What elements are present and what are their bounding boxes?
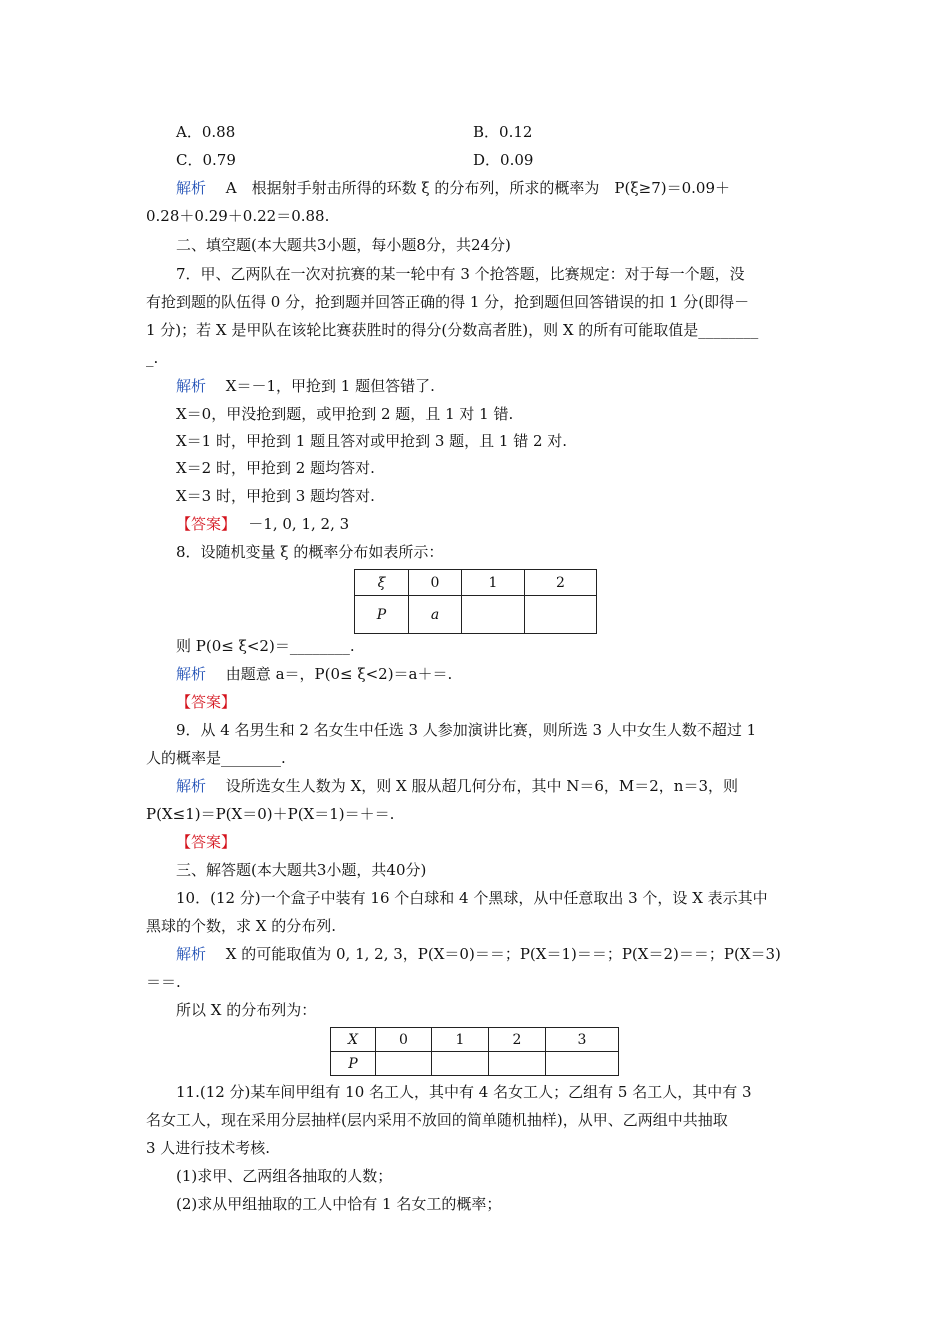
q7-analysis-3: X＝1 时，甲抢到 1 题且答对或甲抢到 3 题，且 1 错 2 对.: [176, 432, 568, 450]
table-cell: 2: [525, 570, 597, 596]
option-b: B．0.12: [473, 123, 533, 141]
q6-analysis-line2: 0.28＋0.29＋0.22＝0.88.: [146, 207, 330, 225]
analysis-label: 解析: [176, 179, 207, 197]
q9-analysis-text: 设所选女生人数为 X，则 X 服从超几何分布，其中 N＝6，M＝2，n＝3，则: [225, 777, 739, 795]
analysis-label: 解析: [176, 665, 207, 683]
option-c: C．0.79: [176, 151, 236, 169]
q10-analysis-3: 所以 X 的分布列为：: [176, 1001, 317, 1019]
answer-label: 【答案】: [176, 515, 229, 533]
q6-analysis: [176, 178, 730, 198]
table-cell: 1: [432, 1028, 489, 1052]
q8-distribution-table: [354, 569, 597, 634]
table-cell: P: [355, 596, 409, 634]
table-cell: 0: [376, 1028, 432, 1052]
q9-line1: 9．从 4 名男生和 2 名女生中任选 3 人参加演讲比赛，则所选 3 人中女生人数不超过 1: [176, 721, 757, 739]
q7-answer-value: －1, 0, 1, 2, 3: [248, 515, 350, 533]
q8-line2: 则 P(0≤ ξ<2)＝________.: [176, 637, 355, 655]
table-cell: [376, 1052, 432, 1076]
q10-line2: 黑球的个数，求 X 的分布列.: [146, 917, 336, 935]
q10-analysis: [176, 944, 781, 964]
table-cell: ξ: [355, 570, 409, 596]
q7-analysis-5: X＝3 时，甲抢到 3 题均答对.: [176, 487, 375, 505]
analysis-label: 解析: [176, 945, 207, 963]
q9-analysis-2: P(X≤1)＝P(X＝0)＋P(X＝1)＝＋＝.: [146, 805, 395, 823]
q9-line2: 人的概率是________.: [146, 749, 286, 767]
option-d: D．0.09: [473, 151, 534, 169]
q10-analysis-2: ＝＝.: [146, 973, 181, 991]
q7-line2: 有抢到题的队伍得 0 分，抢到题并回答正确的得 1 分，抢到题但回答错误的扣 1 分(即得－: [146, 293, 750, 311]
q10-line1: 10．(12 分)一个盒子中装有 16 个白球和 4 个黑球，从中任意取出 3 个，设 X 表示其中: [176, 889, 768, 907]
table-cell: 0: [409, 570, 462, 596]
q7-answer: [176, 514, 349, 534]
table-cell: [525, 596, 597, 634]
q11-line2: 名女工人，现在采用分层抽样(层内采用不放回的简单随机抽样)，从甲、乙两组中共抽取: [146, 1111, 728, 1129]
analysis-label: 解析: [176, 377, 207, 395]
q7-line4: _.: [146, 349, 159, 367]
table-cell: 3: [546, 1028, 619, 1052]
q7-analysis-2: X＝0，甲没抢到题，或甲抢到 2 题，且 1 对 1 错.: [176, 405, 514, 423]
table-cell: [489, 1052, 546, 1076]
analysis-label: 解析: [176, 777, 207, 795]
q9-analysis: [176, 776, 738, 796]
q8-analysis: [176, 664, 452, 684]
q7-analysis-1: X＝－1，甲抢到 1 题但答错了.: [225, 377, 435, 395]
q7-line3: 1 分)；若 X 是甲队在该轮比赛获胜时的得分(分数高者胜)，则 X 的所有可能取值是________: [146, 321, 759, 339]
q10-analysis-text: X 的可能取值为 0, 1, 2, 3，P(X＝0)＝＝；P(X＝1)＝＝；P(X＝2)＝＝；P(X＝3): [225, 945, 781, 963]
q11-line3: 3 人进行技术考核.: [146, 1139, 271, 1157]
table-cell: [546, 1052, 619, 1076]
q7-line1: 7．甲、乙两队在一次对抗赛的某一轮中有 3 个抢答题，比赛规定：对于每一个题，没: [176, 265, 745, 283]
q8-analysis-text: 由题意 a＝，P(0≤ ξ<2)＝a＋＝.: [225, 665, 453, 683]
table-cell: a: [409, 596, 462, 634]
answer-label: 【答案】: [176, 693, 237, 711]
q11-sub2: (2)求从甲组抽取的工人中恰有 1 名女工的概率；: [176, 1195, 502, 1213]
q11-sub1: (1)求甲、乙两组各抽取的人数；: [176, 1167, 393, 1185]
table-cell: X: [331, 1028, 376, 1052]
section-heading-solve: 三、解答题(本大题共3小题，共40分): [176, 861, 427, 879]
q7-analysis-4: X＝2 时，甲抢到 2 题均答对.: [176, 459, 375, 477]
table-cell: 1: [462, 570, 525, 596]
table-cell: 2: [489, 1028, 546, 1052]
q10-distribution-table: [330, 1027, 619, 1076]
table-cell: P: [331, 1052, 376, 1076]
q11-line1: 11.(12 分)某车间甲组有 10 名工人，其中有 4 名女工人；乙组有 5 名工人，其中有 3: [176, 1083, 752, 1101]
q8-line1: 8．设随机变量 ξ 的概率分布如表所示：: [176, 543, 444, 561]
table-cell: [432, 1052, 489, 1076]
option-a: A．0.88: [176, 123, 236, 141]
table-cell: [462, 596, 525, 634]
section-heading-fill: 二、填空题(本大题共3小题，每小题8分，共24分): [176, 236, 511, 254]
answer-label: 【答案】: [176, 833, 237, 851]
q7-analysis: [176, 376, 435, 396]
q6-analysis-text: A 根据射手射击所得的环数 ξ 的分布列，所求的概率为 P(ξ≥7)＝0.09＋: [225, 179, 730, 197]
